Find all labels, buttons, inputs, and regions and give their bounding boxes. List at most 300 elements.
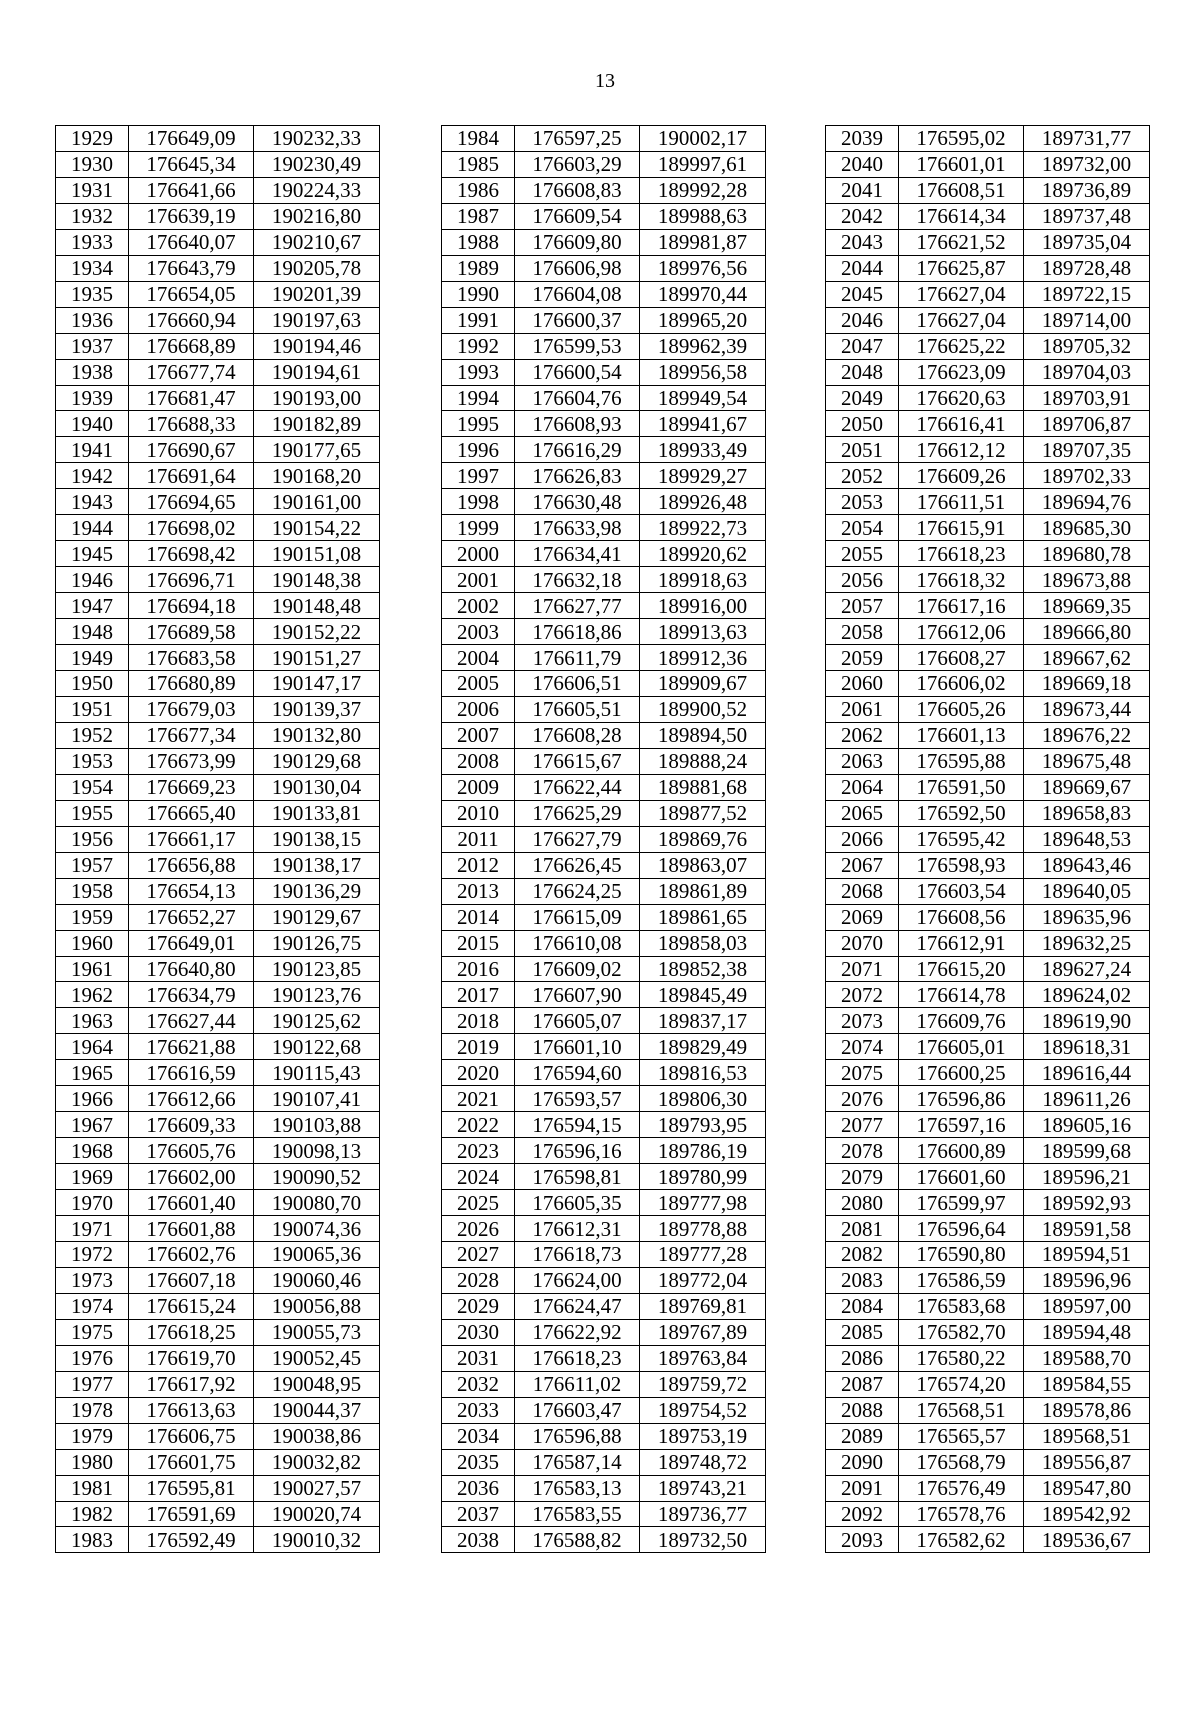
- point-number-cell: 2084: [826, 1293, 899, 1319]
- table-row: [826, 1138, 1150, 1164]
- y-coordinate-cell: 190115,43: [254, 1060, 380, 1086]
- x-coordinate-cell: 176609,54: [515, 203, 640, 229]
- y-coordinate-cell: 189743,21: [640, 1475, 766, 1501]
- table-row: [56, 1501, 380, 1527]
- point-number-cell: 2025: [442, 1190, 515, 1216]
- point-number-cell: 1953: [56, 748, 129, 774]
- point-number-cell: 2015: [442, 930, 515, 956]
- point-number-cell: 2031: [442, 1345, 515, 1371]
- x-coordinate-cell: 176593,57: [515, 1086, 640, 1112]
- point-number-cell: 1949: [56, 645, 129, 671]
- y-coordinate-cell: 190194,46: [254, 333, 380, 359]
- x-coordinate-cell: 176626,83: [515, 463, 640, 489]
- x-coordinate-cell: 176600,37: [515, 307, 640, 333]
- x-coordinate-cell: 176624,47: [515, 1293, 640, 1319]
- x-coordinate-cell: 176601,40: [129, 1190, 254, 1216]
- point-number-cell: 2022: [442, 1112, 515, 1138]
- point-number-cell: 2006: [442, 696, 515, 722]
- x-coordinate-cell: 176640,80: [129, 956, 254, 982]
- x-coordinate-cell: 176583,55: [515, 1501, 640, 1527]
- y-coordinate-cell: 190132,80: [254, 722, 380, 748]
- point-number-cell: 1939: [56, 385, 129, 411]
- y-coordinate-cell: 190151,08: [254, 541, 380, 567]
- point-number-cell: 2068: [826, 878, 899, 904]
- y-coordinate-cell: 189941,67: [640, 411, 766, 437]
- y-coordinate-cell: 189624,02: [1024, 982, 1150, 1008]
- x-coordinate-cell: 176603,54: [899, 878, 1024, 904]
- table-row: [826, 411, 1150, 437]
- x-coordinate-cell: 176621,88: [129, 1034, 254, 1060]
- y-coordinate-cell: 189912,36: [640, 645, 766, 671]
- y-coordinate-cell: 190152,22: [254, 619, 380, 645]
- point-number-cell: 2030: [442, 1319, 515, 1345]
- y-coordinate-cell: 189992,28: [640, 177, 766, 203]
- table-row: [56, 696, 380, 722]
- table-row: [826, 126, 1150, 152]
- y-coordinate-cell: 189588,70: [1024, 1345, 1150, 1371]
- table-row: [826, 1190, 1150, 1216]
- x-coordinate-cell: 176586,59: [899, 1267, 1024, 1293]
- table-row: [826, 1449, 1150, 1475]
- table-row: [442, 1034, 766, 1060]
- point-number-cell: 1950: [56, 671, 129, 697]
- x-coordinate-cell: 176612,06: [899, 619, 1024, 645]
- point-number-cell: 1981: [56, 1475, 129, 1501]
- x-coordinate-cell: 176612,31: [515, 1216, 640, 1242]
- point-number-cell: 1978: [56, 1397, 129, 1423]
- point-number-cell: 2041: [826, 177, 899, 203]
- point-number-cell: 1942: [56, 463, 129, 489]
- table-row: [56, 1060, 380, 1086]
- x-coordinate-cell: 176615,24: [129, 1293, 254, 1319]
- x-coordinate-cell: 176696,71: [129, 567, 254, 593]
- y-coordinate-cell: 189673,88: [1024, 567, 1150, 593]
- x-coordinate-cell: 176596,86: [899, 1086, 1024, 1112]
- table-row: [826, 956, 1150, 982]
- x-coordinate-cell: 176643,79: [129, 255, 254, 281]
- y-coordinate-cell: 189618,31: [1024, 1034, 1150, 1060]
- point-number-cell: 2088: [826, 1397, 899, 1423]
- table-row: [442, 1060, 766, 1086]
- x-coordinate-cell: 176649,01: [129, 930, 254, 956]
- table-row: [56, 1423, 380, 1449]
- y-coordinate-cell: 190154,22: [254, 515, 380, 541]
- point-number-cell: 2023: [442, 1138, 515, 1164]
- table-row: [826, 1164, 1150, 1190]
- table-row: [442, 748, 766, 774]
- y-coordinate-cell: 189759,72: [640, 1371, 766, 1397]
- y-coordinate-cell: 189965,20: [640, 307, 766, 333]
- y-coordinate-cell: 189705,32: [1024, 333, 1150, 359]
- point-number-cell: 1947: [56, 593, 129, 619]
- y-coordinate-cell: 190138,17: [254, 852, 380, 878]
- point-number-cell: 2001: [442, 567, 515, 593]
- x-coordinate-cell: 176608,28: [515, 722, 640, 748]
- y-coordinate-cell: 190138,15: [254, 826, 380, 852]
- point-number-cell: 2078: [826, 1138, 899, 1164]
- table-row: [56, 567, 380, 593]
- y-coordinate-cell: 190010,32: [254, 1527, 380, 1553]
- x-coordinate-cell: 176608,83: [515, 177, 640, 203]
- table-row: [442, 904, 766, 930]
- y-coordinate-cell: 189920,62: [640, 541, 766, 567]
- point-number-cell: 2071: [826, 956, 899, 982]
- y-coordinate-cell: 189869,76: [640, 826, 766, 852]
- y-coordinate-cell: 190148,48: [254, 593, 380, 619]
- y-coordinate-cell: 189736,89: [1024, 177, 1150, 203]
- x-coordinate-cell: 176580,22: [899, 1345, 1024, 1371]
- y-coordinate-cell: 189556,87: [1024, 1449, 1150, 1475]
- table-row: [826, 541, 1150, 567]
- y-coordinate-cell: 189877,52: [640, 800, 766, 826]
- x-coordinate-cell: 176608,27: [899, 645, 1024, 671]
- y-coordinate-cell: 189635,96: [1024, 904, 1150, 930]
- x-coordinate-cell: 176690,67: [129, 437, 254, 463]
- point-number-cell: 2013: [442, 878, 515, 904]
- x-coordinate-cell: 176615,91: [899, 515, 1024, 541]
- x-coordinate-cell: 176606,51: [515, 671, 640, 697]
- table-row: [826, 1319, 1150, 1345]
- x-coordinate-cell: 176673,99: [129, 748, 254, 774]
- x-coordinate-cell: 176627,04: [899, 307, 1024, 333]
- table-row: [826, 852, 1150, 878]
- table-row: [442, 151, 766, 177]
- x-coordinate-cell: 176601,88: [129, 1216, 254, 1242]
- y-coordinate-cell: 190122,68: [254, 1034, 380, 1060]
- point-number-cell: 2005: [442, 671, 515, 697]
- x-coordinate-cell: 176680,89: [129, 671, 254, 697]
- x-coordinate-cell: 176597,16: [899, 1112, 1024, 1138]
- x-coordinate-cell: 176660,94: [129, 307, 254, 333]
- point-number-cell: 1975: [56, 1319, 129, 1345]
- x-coordinate-cell: 176602,76: [129, 1241, 254, 1267]
- point-number-cell: 2037: [442, 1501, 515, 1527]
- point-number-cell: 2053: [826, 489, 899, 515]
- point-number-cell: 1993: [442, 359, 515, 385]
- table-row: [826, 904, 1150, 930]
- table-row: [826, 515, 1150, 541]
- y-coordinate-cell: 190020,74: [254, 1501, 380, 1527]
- y-coordinate-cell: 190230,49: [254, 151, 380, 177]
- point-number-cell: 2051: [826, 437, 899, 463]
- table-row: [56, 151, 380, 177]
- y-coordinate-cell: 189962,39: [640, 333, 766, 359]
- table-row: [826, 333, 1150, 359]
- y-coordinate-cell: 190130,04: [254, 774, 380, 800]
- table-row: [56, 229, 380, 255]
- table-row: [826, 489, 1150, 515]
- x-coordinate-cell: 176641,66: [129, 177, 254, 203]
- y-coordinate-cell: 189731,77: [1024, 126, 1150, 152]
- table-row: [442, 541, 766, 567]
- point-number-cell: 1995: [442, 411, 515, 437]
- table-row: [442, 203, 766, 229]
- point-number-cell: 1940: [56, 411, 129, 437]
- table-row: [826, 255, 1150, 281]
- point-number-cell: 1991: [442, 307, 515, 333]
- point-number-cell: 2074: [826, 1034, 899, 1060]
- point-number-cell: 1931: [56, 177, 129, 203]
- y-coordinate-cell: 189929,27: [640, 463, 766, 489]
- point-number-cell: 1972: [56, 1241, 129, 1267]
- table-row: [442, 1319, 766, 1345]
- point-number-cell: 2024: [442, 1164, 515, 1190]
- y-coordinate-cell: 189933,49: [640, 437, 766, 463]
- table-row: [442, 255, 766, 281]
- table-row: [442, 722, 766, 748]
- y-coordinate-cell: 190107,41: [254, 1086, 380, 1112]
- y-coordinate-cell: 190123,76: [254, 982, 380, 1008]
- point-number-cell: 1986: [442, 177, 515, 203]
- table-row: [826, 1241, 1150, 1267]
- table-row: [442, 1345, 766, 1371]
- point-number-cell: 2003: [442, 619, 515, 645]
- point-number-cell: 1994: [442, 385, 515, 411]
- x-coordinate-cell: 176645,34: [129, 151, 254, 177]
- y-coordinate-cell: 189667,62: [1024, 645, 1150, 671]
- y-coordinate-cell: 189714,00: [1024, 307, 1150, 333]
- table-row: [442, 852, 766, 878]
- y-coordinate-cell: 190123,85: [254, 956, 380, 982]
- x-coordinate-cell: 176656,88: [129, 852, 254, 878]
- y-coordinate-cell: 189728,48: [1024, 255, 1150, 281]
- table-row: [826, 1060, 1150, 1086]
- point-number-cell: 2033: [442, 1397, 515, 1423]
- point-number-cell: 2032: [442, 1371, 515, 1397]
- x-coordinate-cell: 176595,42: [899, 826, 1024, 852]
- point-number-cell: 2055: [826, 541, 899, 567]
- x-coordinate-cell: 176591,50: [899, 774, 1024, 800]
- y-coordinate-cell: 189685,30: [1024, 515, 1150, 541]
- table-row: [56, 1190, 380, 1216]
- point-number-cell: 2049: [826, 385, 899, 411]
- table-row: [56, 126, 380, 152]
- point-number-cell: 1935: [56, 281, 129, 307]
- table-row: [442, 1449, 766, 1475]
- y-coordinate-cell: 189669,67: [1024, 774, 1150, 800]
- x-coordinate-cell: 176688,33: [129, 411, 254, 437]
- y-coordinate-cell: 189669,18: [1024, 671, 1150, 697]
- point-number-cell: 1976: [56, 1345, 129, 1371]
- y-coordinate-cell: 190126,75: [254, 930, 380, 956]
- point-number-cell: 2026: [442, 1216, 515, 1242]
- y-coordinate-cell: 190210,67: [254, 229, 380, 255]
- y-coordinate-cell: 190125,62: [254, 1008, 380, 1034]
- y-coordinate-cell: 189858,03: [640, 930, 766, 956]
- table-row: [442, 1216, 766, 1242]
- x-coordinate-cell: 176595,02: [899, 126, 1024, 152]
- x-coordinate-cell: 176605,26: [899, 696, 1024, 722]
- table-row: [442, 567, 766, 593]
- table-row: [56, 359, 380, 385]
- table-row: [442, 515, 766, 541]
- point-number-cell: 1966: [56, 1086, 129, 1112]
- point-number-cell: 2038: [442, 1527, 515, 1553]
- x-coordinate-cell: 176683,58: [129, 645, 254, 671]
- x-coordinate-cell: 176679,03: [129, 696, 254, 722]
- table-row: [442, 645, 766, 671]
- table-row: [826, 307, 1150, 333]
- table-row: [442, 385, 766, 411]
- x-coordinate-cell: 176654,05: [129, 281, 254, 307]
- point-number-cell: 2010: [442, 800, 515, 826]
- point-number-cell: 2054: [826, 515, 899, 541]
- point-number-cell: 1980: [56, 1449, 129, 1475]
- y-coordinate-cell: 189777,98: [640, 1190, 766, 1216]
- x-coordinate-cell: 176612,66: [129, 1086, 254, 1112]
- x-coordinate-cell: 176665,40: [129, 800, 254, 826]
- point-number-cell: 1970: [56, 1190, 129, 1216]
- x-coordinate-cell: 176694,18: [129, 593, 254, 619]
- x-coordinate-cell: 176627,04: [899, 281, 1024, 307]
- y-coordinate-cell: 190205,78: [254, 255, 380, 281]
- x-coordinate-cell: 176611,02: [515, 1371, 640, 1397]
- table-row: [442, 930, 766, 956]
- y-coordinate-cell: 189643,46: [1024, 852, 1150, 878]
- x-coordinate-cell: 176607,18: [129, 1267, 254, 1293]
- point-number-cell: 1948: [56, 619, 129, 645]
- point-number-cell: 2050: [826, 411, 899, 437]
- point-number-cell: 1952: [56, 722, 129, 748]
- x-coordinate-cell: 176596,88: [515, 1423, 640, 1449]
- point-number-cell: 1979: [56, 1423, 129, 1449]
- table-row: [442, 1397, 766, 1423]
- table-row: [56, 307, 380, 333]
- x-coordinate-cell: 176617,16: [899, 593, 1024, 619]
- x-coordinate-cell: 176605,35: [515, 1190, 640, 1216]
- table-row: [826, 1267, 1150, 1293]
- y-coordinate-cell: 189852,38: [640, 956, 766, 982]
- table-row: [826, 177, 1150, 203]
- x-coordinate-cell: 176603,29: [515, 151, 640, 177]
- y-coordinate-cell: 189542,92: [1024, 1501, 1150, 1527]
- table-row: [826, 1008, 1150, 1034]
- point-number-cell: 2089: [826, 1423, 899, 1449]
- x-coordinate-cell: 176632,18: [515, 567, 640, 593]
- point-number-cell: 1944: [56, 515, 129, 541]
- y-coordinate-cell: 190193,00: [254, 385, 380, 411]
- x-coordinate-cell: 176601,01: [899, 151, 1024, 177]
- table-row: [826, 696, 1150, 722]
- x-coordinate-cell: 176600,25: [899, 1060, 1024, 1086]
- point-number-cell: 2085: [826, 1319, 899, 1345]
- point-number-cell: 2039: [826, 126, 899, 152]
- point-number-cell: 2029: [442, 1293, 515, 1319]
- table-row: [56, 437, 380, 463]
- point-number-cell: 2027: [442, 1241, 515, 1267]
- point-number-cell: 2082: [826, 1241, 899, 1267]
- point-number-cell: 1969: [56, 1164, 129, 1190]
- point-number-cell: 1982: [56, 1501, 129, 1527]
- point-number-cell: 1971: [56, 1216, 129, 1242]
- point-number-cell: 2079: [826, 1164, 899, 1190]
- y-coordinate-cell: 189829,49: [640, 1034, 766, 1060]
- point-number-cell: 1996: [442, 437, 515, 463]
- point-number-cell: 2020: [442, 1060, 515, 1086]
- x-coordinate-cell: 176601,60: [899, 1164, 1024, 1190]
- point-number-cell: 2021: [442, 1086, 515, 1112]
- y-coordinate-cell: 189780,99: [640, 1164, 766, 1190]
- point-number-cell: 1930: [56, 151, 129, 177]
- point-number-cell: 2002: [442, 593, 515, 619]
- x-coordinate-cell: 176621,52: [899, 229, 1024, 255]
- point-number-cell: 2009: [442, 774, 515, 800]
- x-coordinate-cell: 176601,10: [515, 1034, 640, 1060]
- table-row: [826, 229, 1150, 255]
- table-row: [442, 1086, 766, 1112]
- point-number-cell: 2059: [826, 645, 899, 671]
- table-row: [826, 203, 1150, 229]
- y-coordinate-cell: 190129,68: [254, 748, 380, 774]
- x-coordinate-cell: 176627,79: [515, 826, 640, 852]
- y-coordinate-cell: 189611,26: [1024, 1086, 1150, 1112]
- table-row: [56, 1449, 380, 1475]
- table-row: [826, 774, 1150, 800]
- table-row: [56, 1164, 380, 1190]
- x-coordinate-cell: 176615,20: [899, 956, 1024, 982]
- y-coordinate-cell: 189732,50: [640, 1527, 766, 1553]
- x-coordinate-cell: 176615,09: [515, 904, 640, 930]
- y-coordinate-cell: 189981,87: [640, 229, 766, 255]
- x-coordinate-cell: 176613,63: [129, 1397, 254, 1423]
- x-coordinate-cell: 176608,56: [899, 904, 1024, 930]
- x-coordinate-cell: 176640,07: [129, 229, 254, 255]
- point-number-cell: 2019: [442, 1034, 515, 1060]
- x-coordinate-cell: 176661,17: [129, 826, 254, 852]
- point-number-cell: 1932: [56, 203, 129, 229]
- y-coordinate-cell: 190002,17: [640, 126, 766, 152]
- point-number-cell: 1984: [442, 126, 515, 152]
- table-row: [442, 489, 766, 515]
- x-coordinate-cell: 176614,78: [899, 982, 1024, 1008]
- point-number-cell: 1964: [56, 1034, 129, 1060]
- point-number-cell: 2052: [826, 463, 899, 489]
- table-row: [56, 1371, 380, 1397]
- y-coordinate-cell: 190182,89: [254, 411, 380, 437]
- x-coordinate-cell: 176616,41: [899, 411, 1024, 437]
- y-coordinate-cell: 189648,53: [1024, 826, 1150, 852]
- point-number-cell: 2034: [442, 1423, 515, 1449]
- y-coordinate-cell: 189861,65: [640, 904, 766, 930]
- x-coordinate-cell: 176669,23: [129, 774, 254, 800]
- point-number-cell: 1946: [56, 567, 129, 593]
- y-coordinate-cell: 189596,96: [1024, 1267, 1150, 1293]
- y-coordinate-cell: 189735,04: [1024, 229, 1150, 255]
- y-coordinate-cell: 190194,61: [254, 359, 380, 385]
- y-coordinate-cell: 190147,17: [254, 671, 380, 697]
- table-row: [56, 1527, 380, 1553]
- point-number-cell: 2069: [826, 904, 899, 930]
- table-row: [56, 904, 380, 930]
- table-row: [826, 463, 1150, 489]
- point-number-cell: 1957: [56, 852, 129, 878]
- point-number-cell: 2086: [826, 1345, 899, 1371]
- x-coordinate-cell: 176618,86: [515, 619, 640, 645]
- y-coordinate-cell: 189988,63: [640, 203, 766, 229]
- x-coordinate-cell: 176590,80: [899, 1241, 1024, 1267]
- y-coordinate-cell: 189536,67: [1024, 1527, 1150, 1553]
- table-row: [826, 567, 1150, 593]
- table-row: [56, 1112, 380, 1138]
- table-row: [826, 645, 1150, 671]
- y-coordinate-cell: 189861,89: [640, 878, 766, 904]
- table-row: [826, 826, 1150, 852]
- x-coordinate-cell: 176610,08: [515, 930, 640, 956]
- point-number-cell: 2043: [826, 229, 899, 255]
- x-coordinate-cell: 176565,57: [899, 1423, 1024, 1449]
- table-row: [442, 411, 766, 437]
- x-coordinate-cell: 176608,93: [515, 411, 640, 437]
